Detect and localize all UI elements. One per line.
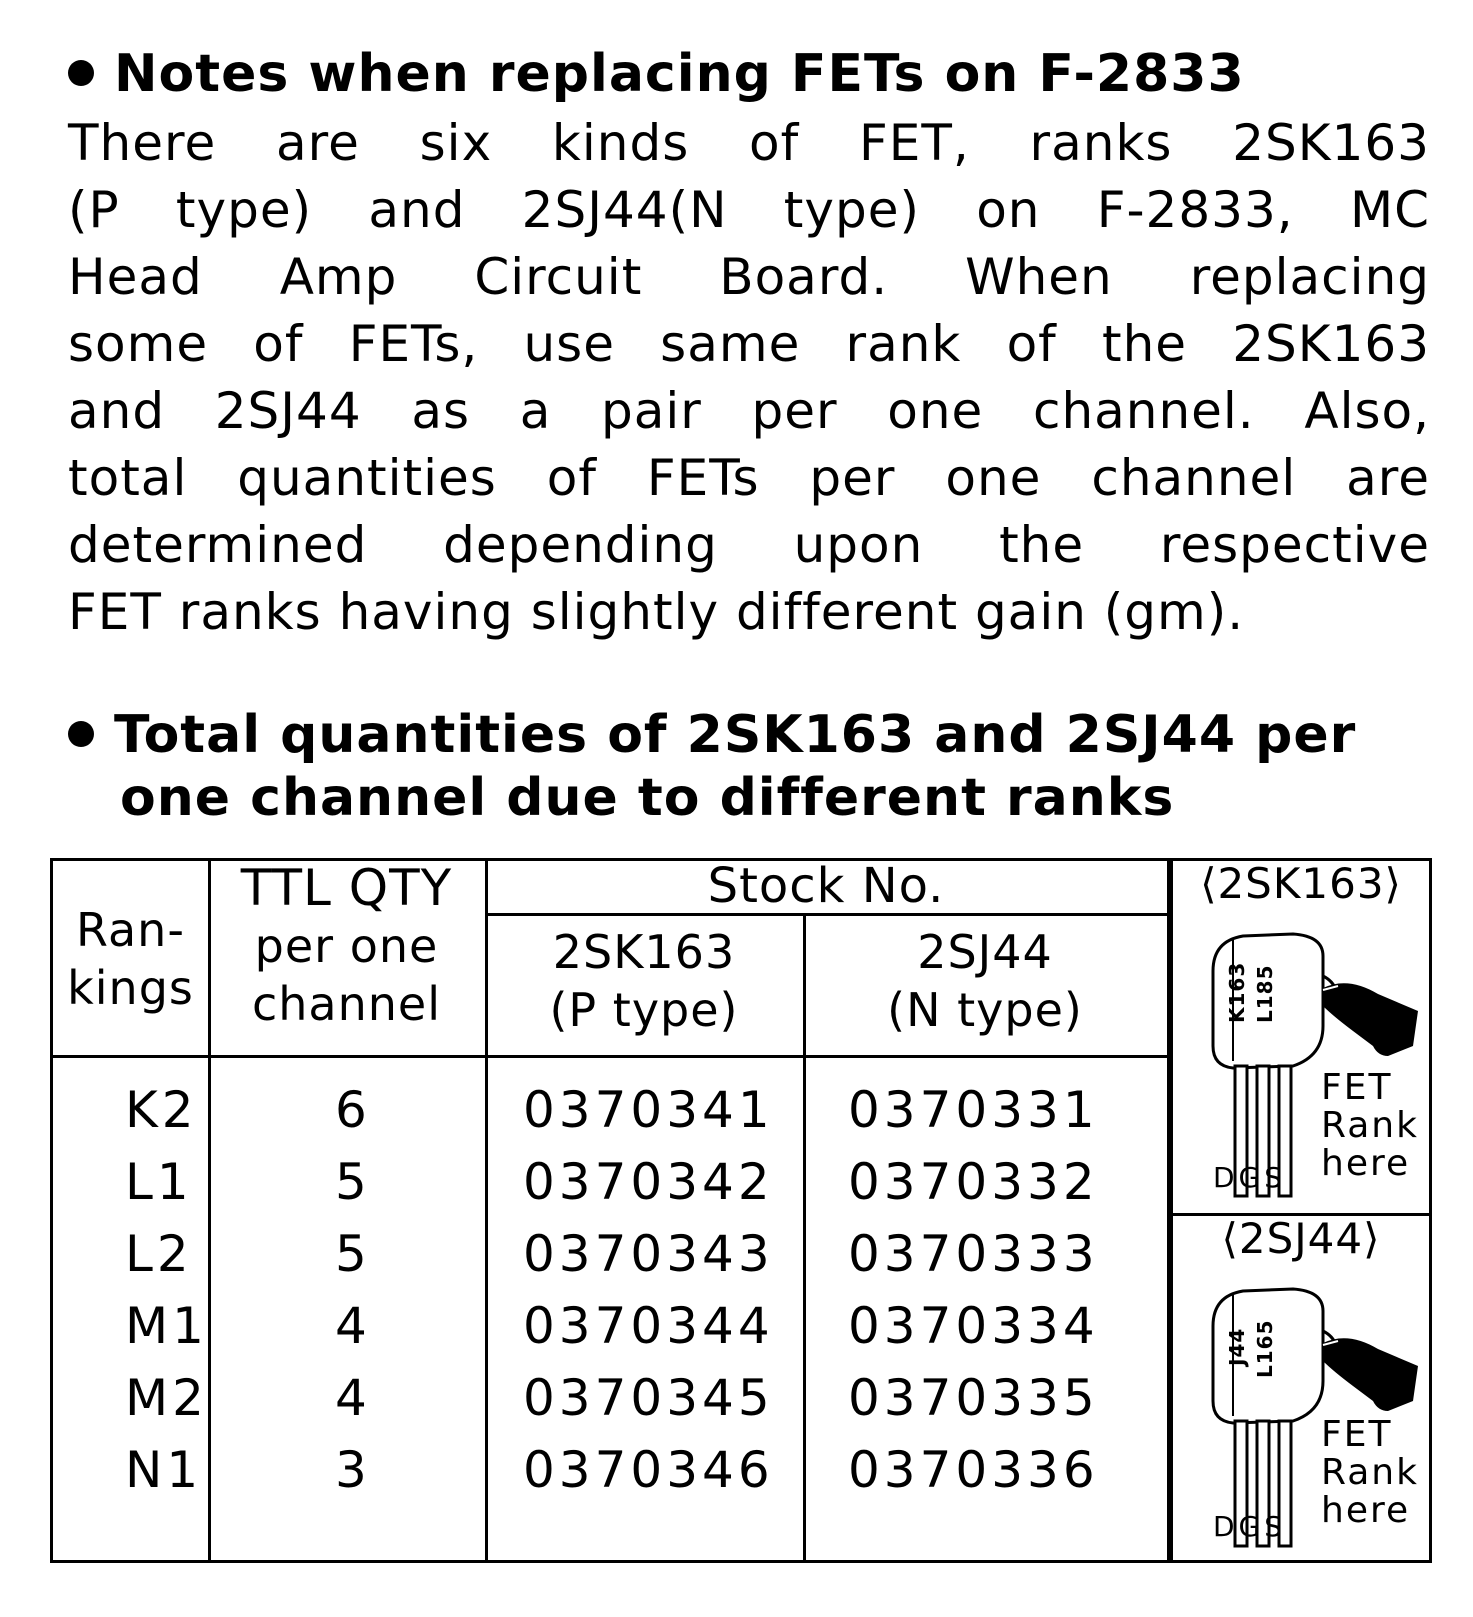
bullet-icon <box>68 60 94 86</box>
header-text: 2SK163 <box>552 925 736 979</box>
header-ttl-qty <box>208 859 485 1033</box>
qty-cell: 3 <box>335 1441 371 1499</box>
fet-rank-label <box>1321 1416 1419 1530</box>
pin-labels: DGS <box>1213 1161 1287 1194</box>
notes-line: FET ranks having slightly different gain (gm). <box>68 583 1245 641</box>
p-stock-cell: 0370344 <box>523 1297 774 1355</box>
fet-marking <box>1225 1286 1285 1386</box>
rank-cell: L1 <box>125 1153 193 1211</box>
p-stock-cell: 0370345 <box>523 1369 774 1427</box>
rank-cell: M1 <box>125 1297 208 1355</box>
rank-cell: K2 <box>125 1081 198 1139</box>
header-text: 2SJ44 <box>917 925 1053 979</box>
p-stock-cell: 0370342 <box>523 1153 774 1211</box>
qty-cell: 5 <box>335 1153 371 1211</box>
label-text: FET <box>1321 1414 1393 1455</box>
rank-cell: M2 <box>125 1369 208 1427</box>
label-text: Rank <box>1321 1105 1419 1146</box>
header-2sk163 <box>485 923 803 1039</box>
notes-line: (P type) and 2SJ44(N type) on F-2833, MC <box>68 181 1430 239</box>
qty-cell: 5 <box>335 1225 371 1283</box>
header-rankings <box>53 901 208 1017</box>
p-stock-cell: 0370346 <box>523 1441 774 1499</box>
header-text: per one <box>254 919 439 973</box>
figure-title: ⟨2SK163⟩ <box>1200 859 1402 908</box>
notes-line: determined depending upon the respective <box>68 516 1430 574</box>
n-stock-cell: 0370333 <box>848 1225 1099 1283</box>
n-stock-cell: 0370332 <box>848 1153 1099 1211</box>
header-text: (N type) <box>887 983 1083 1037</box>
header-2sj44 <box>803 923 1167 1039</box>
n-stock-cell: 0370336 <box>848 1441 1099 1499</box>
fet-rank-label <box>1321 1069 1419 1183</box>
rank-cell: N1 <box>125 1441 203 1499</box>
bullet-icon <box>68 721 94 747</box>
n-stock-cell: 0370335 <box>848 1369 1099 1427</box>
notes-line: There are six kinds of FET, ranks 2SK163 <box>68 114 1430 172</box>
n-stock-cell: 0370334 <box>848 1297 1099 1355</box>
header-text: Ran- <box>76 903 185 957</box>
section2-title-line1: Total quantities of 2SK163 and 2SJ44 per <box>114 705 1357 765</box>
notes-line: total quantities of FETs per one channel are <box>68 449 1430 507</box>
qty-cell: 6 <box>335 1081 371 1139</box>
mark-line1: J44 <box>1225 1327 1249 1366</box>
qty-cell: 4 <box>335 1369 371 1427</box>
p-stock-cell: 0370343 <box>523 1225 774 1283</box>
header-stock-no: Stock No. <box>707 858 945 914</box>
section2-heading <box>68 705 1356 765</box>
header-text: (P type) <box>549 983 739 1037</box>
table-divider <box>53 1055 1167 1058</box>
mark-line2: L165 <box>1253 1319 1277 1378</box>
rank-cell: L2 <box>125 1225 193 1283</box>
label-text: Rank <box>1321 1452 1419 1493</box>
figure-2sk163 <box>1170 858 1432 1216</box>
qty-cell: 4 <box>335 1297 371 1355</box>
notes-line: some of FETs, use same rank of the 2SK163 <box>68 315 1430 373</box>
pin-labels: DGS <box>1213 1510 1287 1543</box>
fet-table <box>50 858 1170 1563</box>
p-stock-cell: 0370341 <box>523 1081 774 1139</box>
label-text: here <box>1321 1143 1411 1184</box>
label-text: FET <box>1321 1067 1393 1108</box>
notes-title: Notes when replacing FETs on F-2833 <box>114 44 1245 104</box>
notes-line: and 2SJ44 as a pair per one channel. Also, <box>68 382 1430 440</box>
mark-line1: K163 <box>1225 961 1249 1023</box>
header-text: channel <box>251 977 442 1031</box>
notes-paragraph <box>68 110 1430 646</box>
notes-line: Head Amp Circuit Board. When replacing <box>68 248 1430 306</box>
section2-title-line2: one channel due to different ranks <box>120 768 1175 828</box>
figure-title: ⟨2SJ44⟩ <box>1221 1214 1381 1263</box>
header-text: kings <box>67 961 194 1015</box>
figure-2sj44 <box>1170 1213 1432 1563</box>
fet-marking <box>1225 931 1285 1031</box>
mark-line2: L185 <box>1253 964 1277 1023</box>
n-stock-cell: 0370331 <box>848 1081 1099 1139</box>
notes-heading <box>68 44 1245 104</box>
header-text: TTL QTY <box>240 859 453 917</box>
label-text: here <box>1321 1490 1411 1531</box>
